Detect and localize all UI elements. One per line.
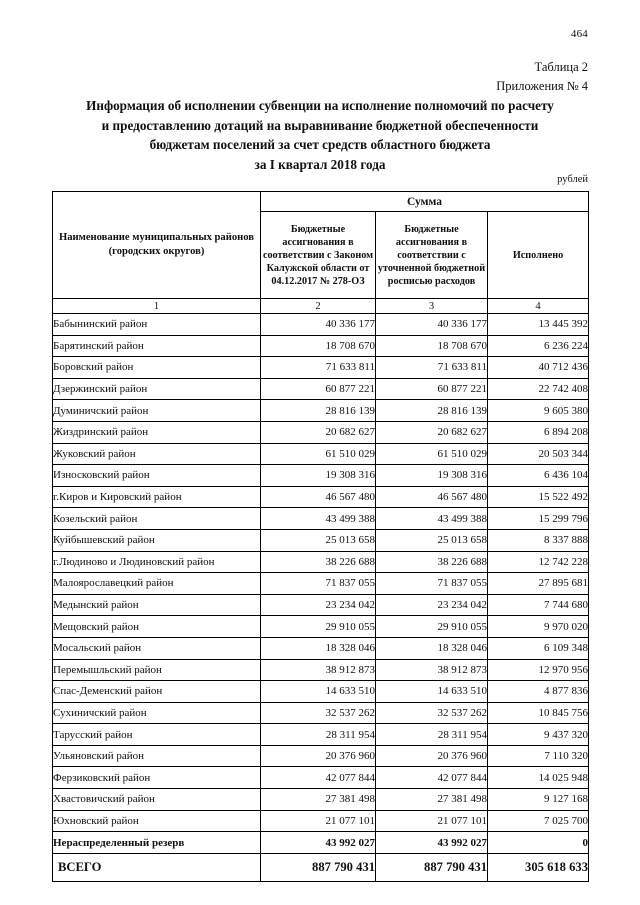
cell-budget-allocation-schedule: 71 837 055: [376, 573, 488, 595]
cell-municipality-name: Барятинский район: [53, 335, 261, 357]
cell-budget-allocation-schedule: 29 910 055: [376, 616, 488, 638]
cell-budget-allocation-schedule: 19 308 316: [376, 465, 488, 487]
table-row: [53, 724, 589, 746]
cell-executed: 22 742 408: [488, 378, 589, 400]
table-row: [53, 573, 589, 595]
cell-executed: 15 522 492: [488, 486, 589, 508]
table-row: [53, 551, 589, 573]
cell-municipality-name: ВСЕГО: [53, 853, 261, 881]
title-line-2: и предоставлению дотаций на выравнивание бюджетной обеспеченности: [101, 117, 539, 133]
table-row-total: [53, 853, 589, 881]
table-row: [53, 702, 589, 724]
column-number-row: [53, 299, 589, 314]
table-row: [53, 335, 589, 357]
table-row: [53, 616, 589, 638]
table-label: Таблица 2: [534, 60, 588, 74]
cell-executed: 8 337 888: [488, 529, 589, 551]
cell-municipality-name: Хвастовичский район: [53, 789, 261, 811]
cell-municipality-name: Боровский район: [53, 357, 261, 379]
header-row-group: [53, 192, 589, 212]
subvention-execution-table: [52, 191, 589, 882]
units-label: рублей: [557, 174, 588, 185]
cell-budget-allocation-law: 18 328 046: [261, 637, 376, 659]
cell-budget-allocation-law: 25 013 658: [261, 529, 376, 551]
cell-budget-allocation-law: 38 226 688: [261, 551, 376, 573]
cell-budget-allocation-law: 43 992 027: [261, 832, 376, 854]
cell-budget-allocation-law: 20 682 627: [261, 421, 376, 443]
cell-budget-allocation-schedule: 20 376 960: [376, 745, 488, 767]
table-row: [53, 745, 589, 767]
column-number-1: 1: [53, 299, 261, 314]
table-row: [53, 659, 589, 681]
table-header: [53, 192, 589, 314]
column-number-3: 3: [376, 299, 488, 314]
cell-executed: 13 445 392: [488, 314, 589, 336]
cell-executed: 15 299 796: [488, 508, 589, 530]
document-title: [52, 96, 588, 174]
table-row: [53, 443, 589, 465]
cell-budget-allocation-law: 29 910 055: [261, 616, 376, 638]
cell-municipality-name: Дзержинский район: [53, 378, 261, 400]
column-number-4: 4: [488, 299, 589, 314]
cell-municipality-name: Тарусский район: [53, 724, 261, 746]
cell-municipality-name: Нераспределенный резерв: [53, 832, 261, 854]
cell-budget-allocation-schedule: 43 499 388: [376, 508, 488, 530]
cell-executed: 20 503 344: [488, 443, 589, 465]
table-row: [53, 681, 589, 703]
cell-budget-allocation-schedule: 18 328 046: [376, 637, 488, 659]
cell-municipality-name: Ферзиковский район: [53, 767, 261, 789]
table-row: [53, 508, 589, 530]
cell-budget-allocation-law: 887 790 431: [261, 853, 376, 881]
cell-budget-allocation-law: 71 837 055: [261, 573, 376, 595]
cell-budget-allocation-schedule: 23 234 042: [376, 594, 488, 616]
cell-budget-allocation-schedule: 28 816 139: [376, 400, 488, 422]
cell-budget-allocation-law: 27 381 498: [261, 789, 376, 811]
cell-budget-allocation-schedule: 38 226 688: [376, 551, 488, 573]
cell-municipality-name: г.Людиново и Людиновский район: [53, 551, 261, 573]
cell-municipality-name: Медынский район: [53, 594, 261, 616]
column-number-2: 2: [261, 299, 376, 314]
cell-executed: 0: [488, 832, 589, 854]
cell-budget-allocation-law: 38 912 873: [261, 659, 376, 681]
header-sum-group: Сумма: [261, 192, 589, 212]
cell-municipality-name: Козельский район: [53, 508, 261, 530]
cell-budget-allocation-schedule: 40 336 177: [376, 314, 488, 336]
cell-municipality-name: Куйбышевский район: [53, 529, 261, 551]
cell-budget-allocation-law: 28 816 139: [261, 400, 376, 422]
cell-executed: 6 436 104: [488, 465, 589, 487]
table-row: [53, 789, 589, 811]
cell-executed: 7 744 680: [488, 594, 589, 616]
cell-budget-allocation-law: 19 308 316: [261, 465, 376, 487]
reference-block: [496, 58, 588, 96]
cell-executed: 40 712 436: [488, 357, 589, 379]
table-row: [53, 314, 589, 336]
cell-municipality-name: Мещовский район: [53, 616, 261, 638]
cell-municipality-name: Малоярославецкий район: [53, 573, 261, 595]
cell-municipality-name: г.Киров и Кировский район: [53, 486, 261, 508]
cell-budget-allocation-schedule: 25 013 658: [376, 529, 488, 551]
cell-budget-allocation-schedule: 46 567 480: [376, 486, 488, 508]
cell-executed: 7 025 700: [488, 810, 589, 832]
cell-budget-allocation-schedule: 27 381 498: [376, 789, 488, 811]
cell-executed: 10 845 756: [488, 702, 589, 724]
table-row: [53, 810, 589, 832]
cell-executed: 27 895 681: [488, 573, 589, 595]
cell-budget-allocation-law: 60 877 221: [261, 378, 376, 400]
cell-budget-allocation-law: 14 633 510: [261, 681, 376, 703]
cell-budget-allocation-schedule: 32 537 262: [376, 702, 488, 724]
cell-budget-allocation-schedule: 18 708 670: [376, 335, 488, 357]
cell-executed: 9 437 320: [488, 724, 589, 746]
table-row: [53, 832, 589, 854]
cell-budget-allocation-law: 28 311 954: [261, 724, 376, 746]
table-row: [53, 529, 589, 551]
cell-budget-allocation-schedule: 21 077 101: [376, 810, 488, 832]
cell-municipality-name: Бабынинский район: [53, 314, 261, 336]
title-line-3: бюджетам поселений за счет средств областного бюджета: [149, 137, 491, 152]
cell-municipality-name: Сухиничский район: [53, 702, 261, 724]
cell-budget-allocation-schedule: 38 912 873: [376, 659, 488, 681]
cell-municipality-name: Перемышльский район: [53, 659, 261, 681]
cell-executed: 12 742 228: [488, 551, 589, 573]
cell-budget-allocation-schedule: 14 633 510: [376, 681, 488, 703]
cell-executed: 9 605 380: [488, 400, 589, 422]
cell-budget-allocation-law: 18 708 670: [261, 335, 376, 357]
cell-municipality-name: Мосальский район: [53, 637, 261, 659]
cell-budget-allocation-schedule: 887 790 431: [376, 853, 488, 881]
cell-municipality-name: Жиздринский район: [53, 421, 261, 443]
cell-budget-allocation-schedule: 60 877 221: [376, 378, 488, 400]
cell-executed: 4 877 836: [488, 681, 589, 703]
table-row: [53, 465, 589, 487]
cell-executed: 9 127 168: [488, 789, 589, 811]
table-row: [53, 421, 589, 443]
cell-budget-allocation-schedule: 42 077 844: [376, 767, 488, 789]
cell-budget-allocation-law: 21 077 101: [261, 810, 376, 832]
cell-executed: 9 970 020: [488, 616, 589, 638]
cell-executed: 6 236 224: [488, 335, 589, 357]
cell-budget-allocation-schedule: 28 311 954: [376, 724, 488, 746]
header-name-column: Наименование муниципальных районов (городских округов): [53, 192, 261, 299]
page-number: 464: [570, 28, 588, 40]
table-row: [53, 486, 589, 508]
table-row: [53, 594, 589, 616]
cell-budget-allocation-law: 61 510 029: [261, 443, 376, 465]
table-row: [53, 637, 589, 659]
cell-executed: 7 110 320: [488, 745, 589, 767]
cell-budget-allocation-law: 46 567 480: [261, 486, 376, 508]
cell-executed: 14 025 948: [488, 767, 589, 789]
cell-municipality-name: Думиничский район: [53, 400, 261, 422]
table-row: [53, 767, 589, 789]
cell-budget-allocation-law: 43 499 388: [261, 508, 376, 530]
table-row: [53, 400, 589, 422]
cell-budget-allocation-law: 71 633 811: [261, 357, 376, 379]
cell-executed: 12 970 956: [488, 659, 589, 681]
cell-budget-allocation-law: 23 234 042: [261, 594, 376, 616]
cell-budget-allocation-schedule: 20 682 627: [376, 421, 488, 443]
header-col2: Бюджетные ассигнования в соответствии с Законом Калужской области от 04.12.2017 № 278-ОЗ: [261, 212, 376, 299]
appendix-label: Приложения № 4: [496, 79, 588, 93]
header-col4: Исполнено: [488, 212, 589, 299]
cell-municipality-name: Износковский район: [53, 465, 261, 487]
cell-budget-allocation-law: 20 376 960: [261, 745, 376, 767]
cell-municipality-name: Ульяновский район: [53, 745, 261, 767]
cell-budget-allocation-schedule: 71 633 811: [376, 357, 488, 379]
cell-budget-allocation-law: 40 336 177: [261, 314, 376, 336]
cell-budget-allocation-schedule: 43 992 027: [376, 832, 488, 854]
cell-municipality-name: Юхновский район: [53, 810, 261, 832]
cell-municipality-name: Жуковский район: [53, 443, 261, 465]
title-line-4: за I квартал 2018 года: [254, 156, 386, 172]
cell-budget-allocation-law: 32 537 262: [261, 702, 376, 724]
cell-municipality-name: Спас-Деменский район: [53, 681, 261, 703]
table-row: [53, 357, 589, 379]
title-line-1: Информация об исполнении субвенции на исполнение полномочий по расчету: [86, 98, 554, 113]
header-col3: Бюджетные ассигнования в соответствии с уточненной бюджетной росписью расходов: [376, 212, 488, 299]
cell-budget-allocation-schedule: 61 510 029: [376, 443, 488, 465]
table-body: [53, 314, 589, 882]
cell-executed: 6 109 348: [488, 637, 589, 659]
cell-budget-allocation-law: 42 077 844: [261, 767, 376, 789]
table-row: [53, 378, 589, 400]
cell-executed: 6 894 208: [488, 421, 589, 443]
cell-executed: 305 618 633: [488, 853, 589, 881]
